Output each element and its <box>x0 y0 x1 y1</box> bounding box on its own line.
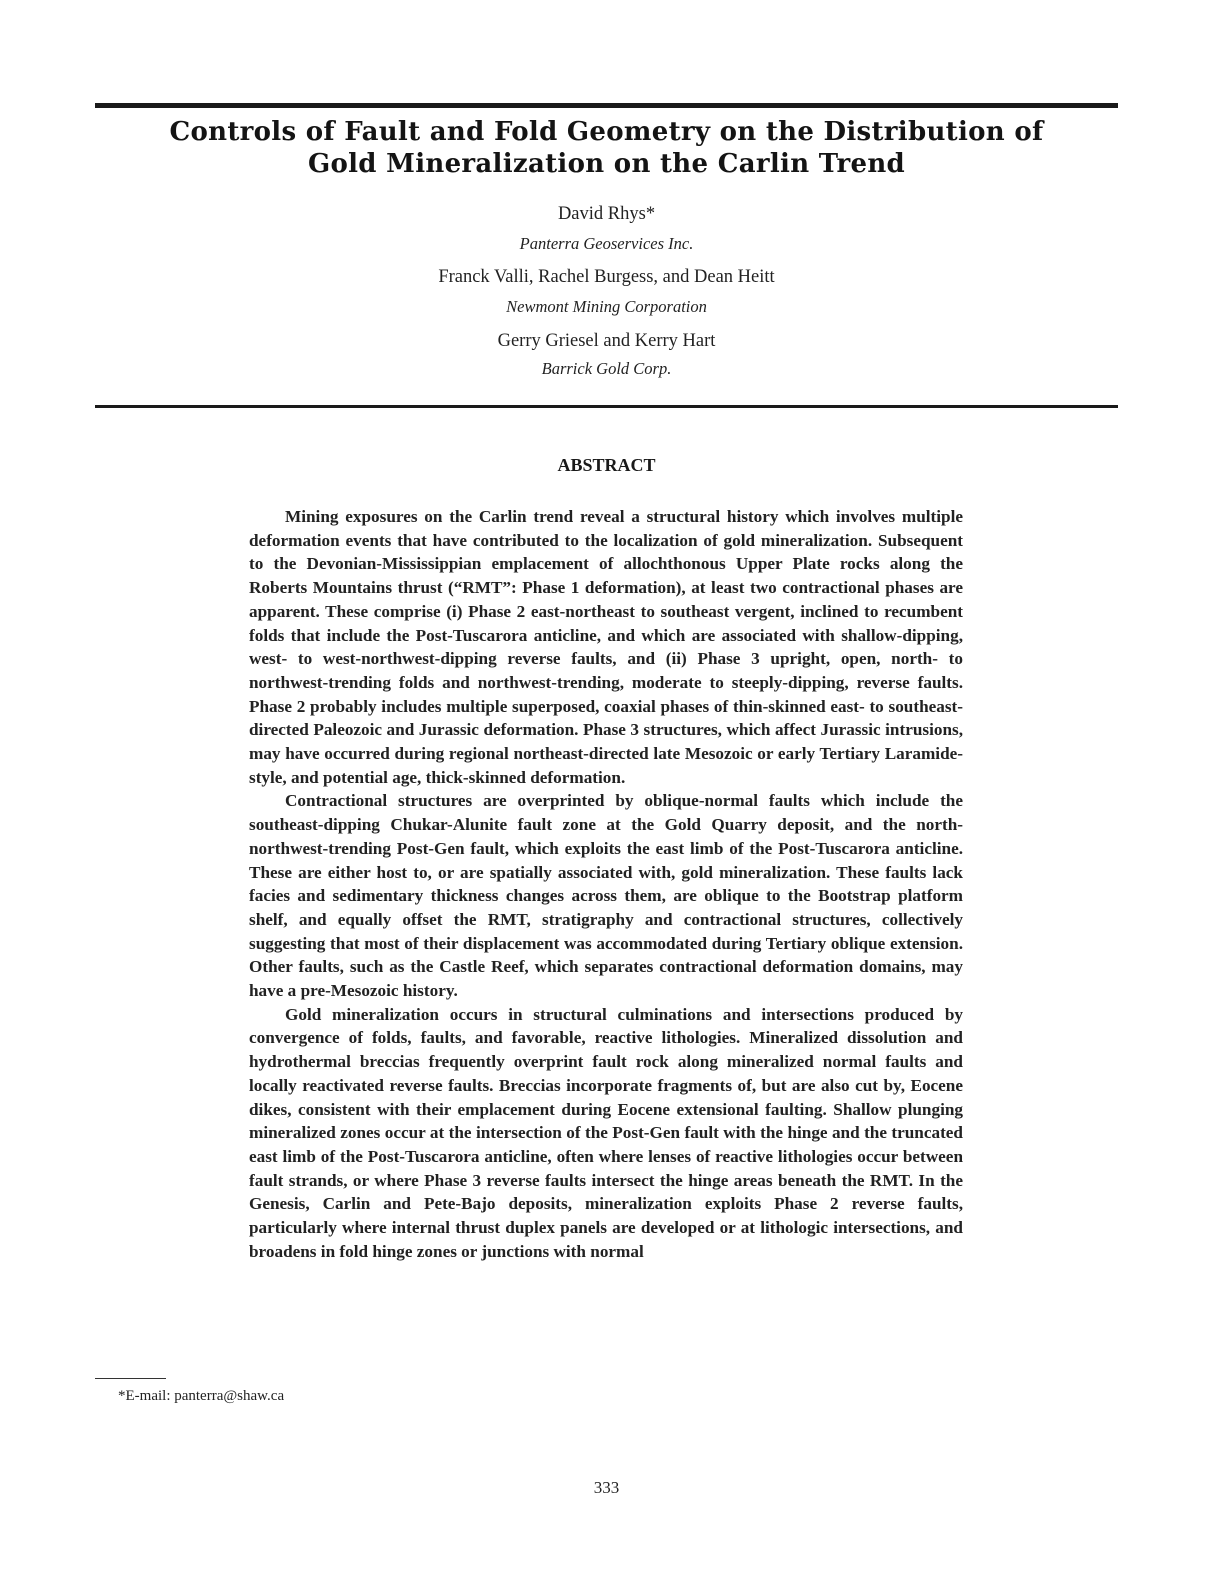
title-line-1: Controls of Fault and Fold Geometry on the Distribution of <box>169 117 1044 147</box>
abstract-body <box>249 505 963 1264</box>
abstract-paragraph: Mining exposures on the Carlin trend reveal a structural history which involves multiple deformation events that have contributed to the localization of gold mineralization. Subsequent to the Devonian-Mississippian emplacement of allochthonous Upper Plate rocks along the Roberts Mountains thrust (“RMT”: Phase 1 deformation), at least two contractional phases are apparent. These comprise (i) Phase 2 east-northeast to southeast vergent, inclined to recumbent folds that include the Post-Tuscarora anticline, and which are associated with shallow-dipping, west- to west-northwest-dipping reverse faults, and (ii) Phase 3 upright, open, north- to northwest-trending folds and northwest-trending, moderate to steeply-dipping, reverse faults. Phase 2 probably includes multiple superposed, coaxial phases of thin-skinned east- to southeast-directed Paleozoic and Jurassic deformation. Phase 3 structures, which affect Jurassic intrusions, may have occurred during regional northeast-directed late Mesozoic or early Tertiary Laramide-style, and potential age, thick-skinned deformation. <box>249 507 963 787</box>
paper-title <box>95 116 1118 180</box>
abstract-paragraph: Gold mineralization occurs in structural culminations and intersections produced by convergence of folds, faults, and favorable, reactive lithologies. Mineralized dissolution and hydrothermal breccias frequently overprint fault rock along mineralized normal faults and locally reactivated reverse faults. Breccias incorporate fragments of, but are also cut by, Eocene dikes, consistent with their emplacement during Eocene extensional faulting. Shallow plunging mineralized zones occur at the intersection of the Post-Gen fault with the hinge and the truncated east limb of the Post-Tuscarora anticline, often where lenses of reactive lithologies occur between fault strands, or where Phase 3 reverse faults intersect the hinge areas beneath the RMT. In the Genesis, Carlin and Pete-Bajo deposits, mineralization exploits Phase 2 reverse faults, particularly where internal thrust duplex panels are developed or at lithologic intersections, and broadens in fold hinge zones or junctions with normal <box>249 1004 963 1261</box>
author-names-2: Franck Valli, Rachel Burgess, and Dean Heitt <box>438 267 775 287</box>
author-names-1: David Rhys* <box>557 204 656 224</box>
author-affiliation-3: Barrick Gold Corp. <box>541 359 672 378</box>
abstract-heading: ABSTRACT <box>557 455 656 475</box>
header-bottom-rule <box>95 405 1118 408</box>
top-rule <box>95 103 1118 108</box>
author-names-3: Gerry Griesel and Kerry Hart <box>497 331 716 351</box>
footnote-email: *E-mail: panterra@shaw.ca <box>118 1388 285 1404</box>
author-affiliation-1: Panterra Geoservices Inc. <box>519 234 694 253</box>
author-affiliation-2: Newmont Mining Corporation <box>506 297 707 316</box>
title-line-2: Gold Mineralization on the Carlin Trend <box>307 149 906 179</box>
page-number: 333 <box>593 1478 620 1497</box>
abstract-paragraph: Contractional structures are overprinted by oblique-normal faults which include the southeast-dipping Chukar-Alunite fault zone at the Gold Quarry deposit, and the north-northwest-trending Post-Gen fault, which exploits the east limb of the Post-Tuscarora anticline. These are either host to, or are spatially associated with, gold mineralization. These faults lack facies and sedimentary thickness changes across them, are oblique to the Bootstrap platform shelf, and equally offset the RMT, stratigraphy and contractional structures, collectively suggesting that most of their displacement was accommodated during Tertiary oblique extension. Other faults, such as the Castle Reef, which separates contractional deformation domains, may have a pre-Mesozoic history. <box>249 791 963 1001</box>
footnote-rule <box>95 1378 166 1379</box>
